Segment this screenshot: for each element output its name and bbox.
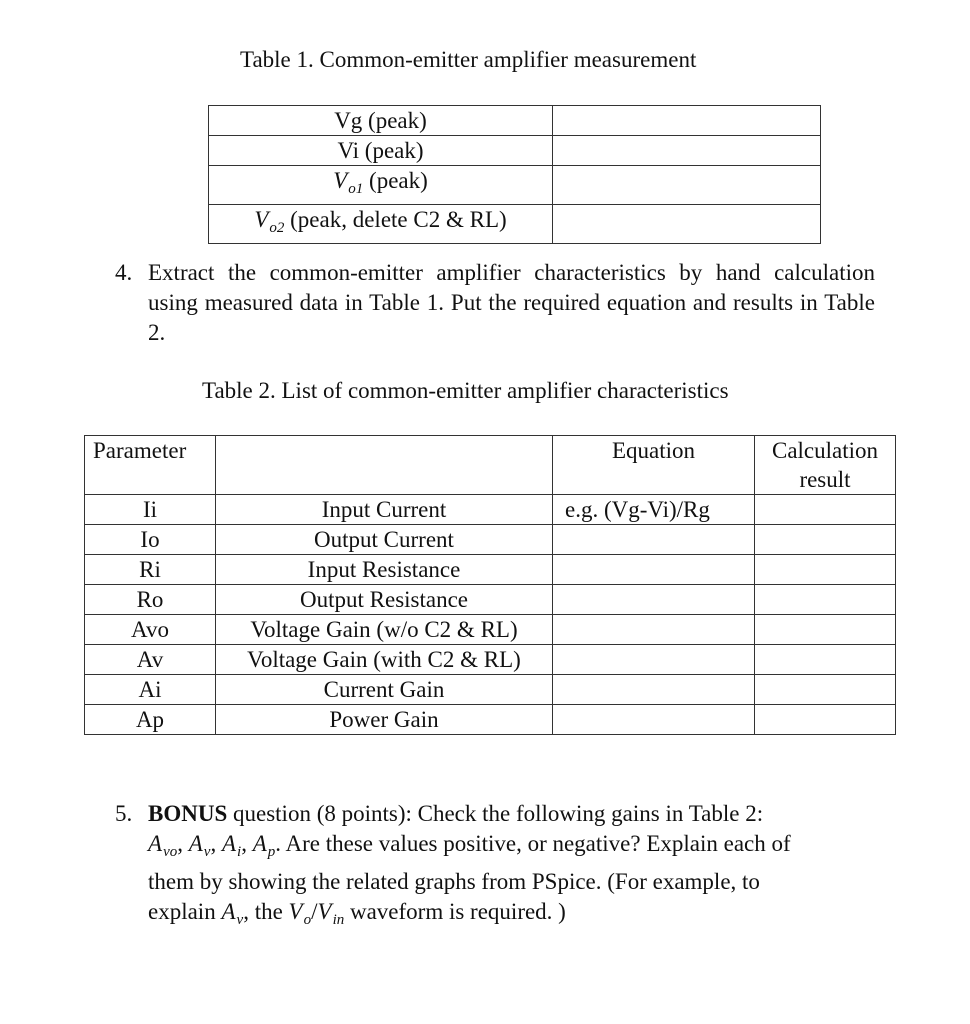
table-row [209,106,821,136]
description-cell: Output Current [216,525,553,555]
table-row [85,615,896,645]
param-cell: Io [85,525,216,555]
subscript: v [236,912,244,928]
table1-label: Vg (peak) [209,106,553,136]
text-run: . Are these values positive, or negative? Explain each of [275,831,791,856]
description-cell: Input Resistance [216,555,553,585]
text-line [148,897,885,935]
table-row [85,525,896,555]
text-line [148,799,885,829]
table2-caption: Table 2. List of common-emitter amplifier characteristics [202,378,729,403]
text-run: explain [148,899,222,924]
subscript: in [332,912,345,928]
equation-cell[interactable] [553,525,755,555]
slash: / [311,899,318,924]
table1-label: Vi (peak) [209,136,553,166]
symbol: V [254,207,269,232]
question-text: Extract the common-emitter amplifier characteristics by hand calculation using measured data in Table 1. Put the required equation and results in Table 2. [148,260,875,345]
param-cell: Avo [85,615,216,645]
symbol: V [288,899,303,924]
param-cell: Ap [85,705,216,735]
result-cell[interactable] [755,555,896,585]
table-row [85,585,896,615]
subscript: p [267,844,276,860]
label-rest: (peak) [363,168,428,193]
description-cell: Voltage Gain (with C2 & RL) [216,645,553,675]
text-run: , the [243,899,289,924]
table1-label [209,205,553,244]
text-line: $A_{vo}$, $A_v$, $A_i$, $A_p$. Are these values positive, or negative? Explain each of [148,831,791,860]
param-cell: Ai [85,675,216,705]
subscript: i [237,844,242,860]
result-cell[interactable] [755,675,896,705]
table-row [85,705,896,735]
question-4 [115,258,875,348]
symbol: V [317,899,332,924]
question-number: 4. [115,260,133,285]
equation-cell[interactable] [553,555,755,585]
subscript: o2 [269,220,285,236]
header-parameter: Parameter [85,436,216,495]
symbol: A [188,831,203,856]
param-cell: Av [85,645,216,675]
text-run: question (8 points): Check the following gains in Table 2: [227,801,764,826]
table-row [85,645,896,675]
result-cell[interactable] [755,495,896,525]
result-cell[interactable] [755,585,896,615]
header-result: Calculation result [755,436,896,495]
header-equation: Equation [553,436,755,495]
symbol: A [221,831,237,856]
text-line: them by showing the related graphs from PSpice. (For example, to [148,869,760,894]
table1-label [209,166,553,205]
question-text [148,799,885,935]
header-description [216,436,553,495]
result-cell[interactable] [755,615,896,645]
bonus-label: BONUS [148,801,228,826]
equation-cell[interactable] [553,705,755,735]
table1-value[interactable] [553,166,821,205]
symbol: A [252,831,267,856]
param-cell: Ro [85,585,216,615]
text-run: waveform is required. ) [344,899,566,924]
symbol: A [148,831,163,856]
equation-cell[interactable] [553,585,755,615]
description-cell: Voltage Gain (w/o C2 & RL) [216,615,553,645]
table1-value[interactable] [553,136,821,166]
description-cell: Power Gain [216,705,553,735]
param-cell: Ri [85,555,216,585]
table-row [85,555,896,585]
table-row [85,675,896,705]
symbol: A [221,899,236,924]
table-header-row [85,436,896,495]
equation-cell[interactable] [553,675,755,705]
equation-cell[interactable]: e.g. (Vg-Vi)/Rg [553,495,755,525]
table1-caption: Table 1. Common-emitter amplifier measurement [240,47,697,72]
question-number: 5. [115,801,133,826]
result-cell[interactable] [755,705,896,735]
param-cell: Ii [85,495,216,525]
symbol: V [333,168,348,193]
label-rest: (peak, delete C2 & RL) [284,207,507,232]
table2 [84,435,896,735]
table-row [85,495,896,525]
table-row [209,166,821,205]
table1-value[interactable] [553,106,821,136]
result-cell[interactable] [755,645,896,675]
equation-cell[interactable] [553,645,755,675]
description-cell: Input Current [216,495,553,525]
table-row [209,205,821,244]
question-5 [115,799,885,935]
table-row [209,136,821,166]
description-cell: Output Resistance [216,585,553,615]
subscript: vo [163,844,178,860]
subscript: v [203,844,211,860]
subscript: o1 [348,181,364,197]
result-cell[interactable] [755,525,896,555]
table1-value[interactable] [553,205,821,244]
description-cell: Current Gain [216,675,553,705]
subscript: o [303,912,312,928]
table1 [208,105,821,244]
equation-cell[interactable] [553,615,755,645]
